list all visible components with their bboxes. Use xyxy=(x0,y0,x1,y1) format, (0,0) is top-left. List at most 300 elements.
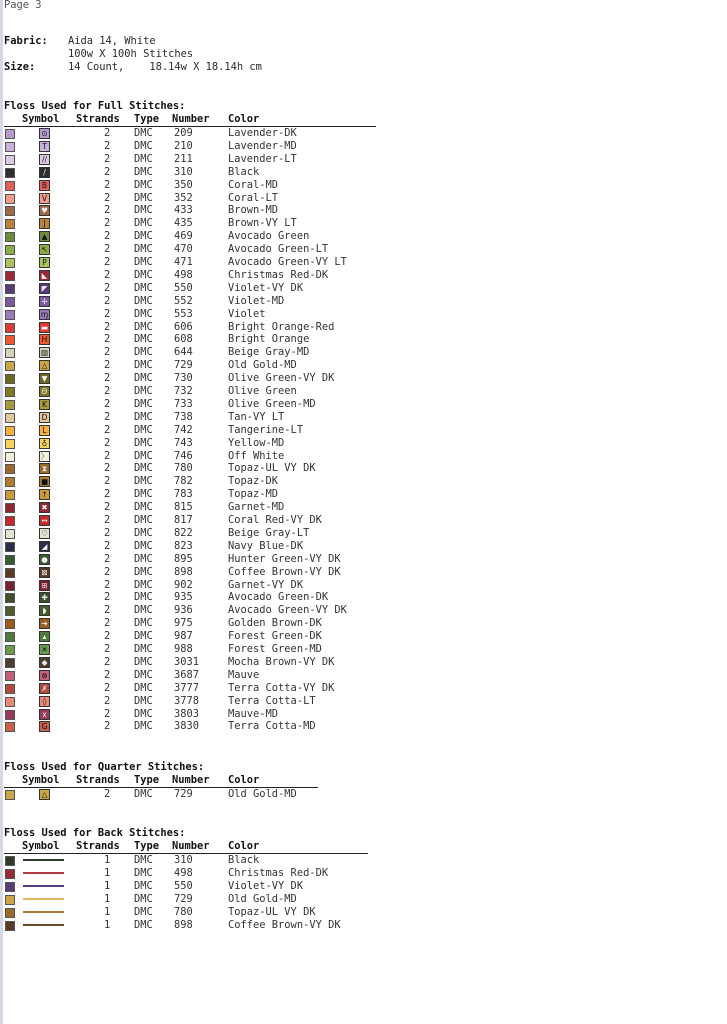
number-cell: 209 xyxy=(174,127,193,139)
type-cell: DMC xyxy=(134,333,153,346)
stitch-symbol-icon: ▼ xyxy=(39,373,50,384)
number-cell: 823 xyxy=(174,539,193,552)
color-name-cell: Topaz-UL VY DK xyxy=(228,905,316,918)
strands-cell: 1 xyxy=(104,905,111,918)
color-swatch xyxy=(5,593,15,603)
color-name-cell: Beige Gray-MD xyxy=(228,346,310,359)
number-cell: 3777 xyxy=(174,681,200,694)
color-swatch xyxy=(5,168,15,178)
header-color: Color xyxy=(228,774,260,786)
color-swatch xyxy=(5,284,15,294)
stitch-symbol-icon: ⅹ xyxy=(39,709,50,720)
stitch-symbol-icon: ♡ xyxy=(39,528,50,539)
number-cell: 211 xyxy=(174,152,193,165)
color-name-cell: Lavender-LT xyxy=(228,152,297,165)
strands-cell: 2 xyxy=(104,655,111,668)
color-name-cell: Lavender-DK xyxy=(228,127,297,139)
type-cell: DMC xyxy=(134,905,153,918)
stitch-symbol-icon: ⧗ xyxy=(39,463,50,474)
number-cell: 729 xyxy=(174,359,193,372)
color-name-cell: Topaz-MD xyxy=(228,488,279,501)
color-name-cell: Avocado Green-VY LT xyxy=(228,256,347,268)
type-cell: DMC xyxy=(134,372,153,385)
color-swatch xyxy=(5,310,15,320)
color-name-cell: Tan-VY LT xyxy=(228,410,285,423)
type-cell: DMC xyxy=(134,294,153,307)
type-cell: DMC xyxy=(134,591,153,604)
color-swatch xyxy=(5,181,15,191)
type-cell: DMC xyxy=(134,617,153,630)
number-cell: 552 xyxy=(174,294,193,307)
number-cell: 433 xyxy=(174,204,193,217)
type-cell: DMC xyxy=(134,178,153,191)
type-cell: DMC xyxy=(134,152,153,165)
color-name-cell: Topaz-UL VY DK xyxy=(228,462,316,475)
type-cell: DMC xyxy=(134,256,153,268)
strands-cell: 2 xyxy=(104,359,111,372)
stitch-symbol-icon: ◣ xyxy=(39,270,50,281)
stitch-symbol-icon: ✕ xyxy=(39,644,50,655)
color-name-cell: Avocado Green-LT xyxy=(228,243,329,256)
color-name-cell: Navy Blue-DK xyxy=(228,539,304,552)
number-cell: 469 xyxy=(174,230,193,243)
color-name-cell: Olive Green-VY DK xyxy=(228,372,335,385)
stitch-symbol-icon: Θ xyxy=(39,386,50,397)
header-strands: Strands xyxy=(76,840,120,852)
strands-cell: 2 xyxy=(104,539,111,552)
strands-cell: 2 xyxy=(104,488,111,501)
color-swatch xyxy=(5,710,15,720)
header-number: Number xyxy=(172,840,210,852)
type-cell: DMC xyxy=(134,423,153,436)
stitch-symbol-icon: ⊙ xyxy=(39,128,50,139)
number-cell: 987 xyxy=(174,630,193,643)
type-cell: DMC xyxy=(134,720,153,733)
strands-cell: 2 xyxy=(104,217,111,230)
strands-cell: 1 xyxy=(104,892,111,905)
color-swatch xyxy=(5,542,15,552)
color-name-cell: Christmas Red-DK xyxy=(228,866,329,879)
color-name-cell: Terra Cotta-LT xyxy=(228,694,316,707)
number-cell: 822 xyxy=(174,526,193,539)
strands-cell: 2 xyxy=(104,204,111,217)
strands-cell: 2 xyxy=(104,681,111,694)
stitch-symbol-icon: 〉 xyxy=(40,451,49,461)
type-cell: DMC xyxy=(134,630,153,643)
type-cell: DMC xyxy=(134,217,153,230)
color-swatch xyxy=(5,882,15,892)
color-name-cell: Brown-VY LT xyxy=(228,217,297,230)
number-cell: 988 xyxy=(174,643,193,655)
number-cell: 738 xyxy=(174,410,193,423)
number-cell: 783 xyxy=(174,488,193,501)
number-cell: 730 xyxy=(174,372,193,385)
number-cell: 742 xyxy=(174,423,193,436)
stitch-symbol-icon: V xyxy=(39,193,50,204)
color-name-cell: Christmas Red-DK xyxy=(228,268,329,281)
color-name-cell: Violet-MD xyxy=(228,294,285,307)
backstitch-line-icon xyxy=(23,898,64,900)
number-cell: 898 xyxy=(174,918,193,931)
color-swatch xyxy=(5,869,15,879)
stitch-symbol-icon: / xyxy=(39,167,50,178)
color-swatch xyxy=(5,516,15,526)
color-name-cell: Hunter Green-VY DK xyxy=(228,552,341,565)
strands-cell: 2 xyxy=(104,423,111,436)
color-swatch xyxy=(5,245,15,255)
strands-cell: 2 xyxy=(104,578,111,591)
strands-cell: 2 xyxy=(104,256,111,268)
color-swatch xyxy=(5,790,15,800)
color-name-cell: Old Gold-MD xyxy=(228,892,297,905)
type-cell: DMC xyxy=(134,204,153,217)
strands-cell: 2 xyxy=(104,462,111,475)
stitch-symbol-icon: ɱ xyxy=(40,309,49,319)
color-swatch xyxy=(5,645,15,655)
number-cell: 550 xyxy=(174,879,193,892)
stitch-symbol-icon: ▴ xyxy=(39,631,50,642)
back-stitches-title: Floss Used for Back Stitches: xyxy=(4,827,186,839)
type-cell: DMC xyxy=(134,514,153,526)
number-cell: 743 xyxy=(174,436,193,449)
backstitch-line-icon xyxy=(23,859,64,861)
type-cell: DMC xyxy=(134,462,153,475)
color-name-cell: Mauve-MD xyxy=(228,707,279,720)
type-cell: DMC xyxy=(134,552,153,565)
color-name-cell: Avocado Green-DK xyxy=(228,591,329,604)
color-name-cell: Bright Orange-Red xyxy=(228,320,335,333)
stitch-symbol-icon: ◊ xyxy=(39,696,50,707)
number-cell: 782 xyxy=(174,475,193,488)
stitch-symbol-icon: ♥ xyxy=(39,205,50,216)
number-cell: 350 xyxy=(174,178,193,191)
color-swatch xyxy=(5,400,15,410)
color-swatch xyxy=(5,658,15,668)
strands-cell: 2 xyxy=(104,152,111,165)
quarter-stitches-title: Floss Used for Quarter Stitches: xyxy=(4,761,205,773)
fabric-value-line2: 100w X 100h Stitches xyxy=(68,48,194,60)
color-swatch xyxy=(5,908,15,918)
type-cell: DMC xyxy=(134,668,153,681)
color-swatch xyxy=(5,142,15,152)
type-cell: DMC xyxy=(134,655,153,668)
color-name-cell: Violet xyxy=(228,307,266,320)
strands-cell: 1 xyxy=(104,918,111,931)
number-cell: 895 xyxy=(174,552,193,565)
color-name-cell: Old Gold-MD xyxy=(228,359,297,372)
type-cell: DMC xyxy=(134,681,153,694)
color-name-cell: Avocado Green-VY DK xyxy=(228,604,347,617)
strands-cell: 2 xyxy=(104,694,111,707)
type-cell: DMC xyxy=(134,707,153,720)
strands-cell: 2 xyxy=(104,281,111,294)
color-name-cell: Brown-MD xyxy=(228,204,279,217)
size-label: Size: xyxy=(4,61,36,73)
color-name-cell: Mocha Brown-VY DK xyxy=(228,655,335,668)
number-cell: 3031 xyxy=(174,655,200,668)
color-name-cell: Violet-VY DK xyxy=(228,879,304,892)
header-strands: Strands xyxy=(76,113,120,125)
strands-cell: 2 xyxy=(104,526,111,539)
strands-cell: 2 xyxy=(104,346,111,359)
color-swatch xyxy=(5,477,15,487)
color-swatch xyxy=(5,361,15,371)
number-cell: 780 xyxy=(174,905,193,918)
type-cell: DMC xyxy=(134,643,153,655)
strands-cell: 2 xyxy=(104,294,111,307)
type-cell: DMC xyxy=(134,410,153,423)
type-cell: DMC xyxy=(134,397,153,410)
type-cell: DMC xyxy=(134,307,153,320)
strands-cell: 2 xyxy=(104,604,111,617)
strands-cell: 1 xyxy=(104,879,111,892)
fabric-value-line1: Aida 14, White xyxy=(68,35,156,47)
type-cell: DMC xyxy=(134,139,153,152)
header-type: Type xyxy=(134,840,160,852)
stitch-symbol-icon: ↑ xyxy=(39,489,50,500)
color-swatch xyxy=(5,619,15,629)
number-cell: 732 xyxy=(174,385,193,397)
color-swatch xyxy=(5,606,15,616)
number-cell: 606 xyxy=(174,320,193,333)
number-cell: 935 xyxy=(174,591,193,604)
full-stitches-title: Floss Used for Full Stitches: xyxy=(4,100,186,112)
strands-cell: 1 xyxy=(104,866,111,879)
strands-cell: 2 xyxy=(104,591,111,604)
number-cell: 898 xyxy=(174,565,193,578)
type-cell: DMC xyxy=(134,230,153,243)
type-cell: DMC xyxy=(134,501,153,514)
strands-cell: 2 xyxy=(104,514,111,526)
stitch-symbol-icon: ▲ xyxy=(39,231,50,242)
backstitch-line-icon xyxy=(23,911,64,913)
color-name-cell: Olive Green-MD xyxy=(228,397,316,410)
stitch-symbol-icon: G xyxy=(39,721,50,732)
type-cell: DMC xyxy=(134,449,153,462)
strands-cell: 2 xyxy=(104,565,111,578)
color-swatch xyxy=(5,271,15,281)
type-cell: DMC xyxy=(134,436,153,449)
stitch-symbol-icon: ◗ xyxy=(39,605,50,616)
number-cell: 498 xyxy=(174,866,193,879)
type-cell: DMC xyxy=(134,788,153,800)
color-name-cell: Forest Green-MD xyxy=(228,643,322,655)
number-cell: 3803 xyxy=(174,707,200,720)
type-cell: DMC xyxy=(134,526,153,539)
stitch-symbol-icon: ■ xyxy=(40,477,49,487)
header-strands: Strands xyxy=(76,774,120,786)
color-name-cell: Bright Orange xyxy=(228,333,310,346)
type-cell: DMC xyxy=(134,475,153,488)
strands-cell: 2 xyxy=(104,307,111,320)
color-name-cell: Coffee Brown-VY DK xyxy=(228,565,341,578)
strands-cell: 2 xyxy=(104,268,111,281)
stitch-symbol-icon: ◆ xyxy=(39,657,50,668)
color-swatch xyxy=(5,697,15,707)
color-swatch xyxy=(5,129,15,139)
type-cell: DMC xyxy=(134,268,153,281)
type-cell: DMC xyxy=(134,565,153,578)
strands-cell: 2 xyxy=(104,230,111,243)
stitch-symbol-icon: ➔ xyxy=(39,618,50,629)
stitch-symbol-icon: ♁ xyxy=(39,438,50,449)
stitch-symbol-icon: D xyxy=(39,412,50,423)
color-swatch xyxy=(5,374,15,384)
stitch-symbol-icon: ✗ xyxy=(39,683,50,694)
color-name-cell: Coral Red-VY DK xyxy=(228,514,322,526)
type-cell: DMC xyxy=(134,488,153,501)
number-cell: 310 xyxy=(174,165,193,178)
number-cell: 733 xyxy=(174,397,193,410)
strands-cell: 2 xyxy=(104,127,111,139)
fabric-label: Fabric: xyxy=(4,35,48,47)
number-cell: 817 xyxy=(174,514,193,526)
strands-cell: 2 xyxy=(104,501,111,514)
stitch-symbol-icon: ✢ xyxy=(39,296,50,307)
stitch-symbol-icon: ▨ xyxy=(40,348,49,358)
type-cell: DMC xyxy=(134,866,153,879)
color-swatch xyxy=(5,155,15,165)
strands-cell: 2 xyxy=(104,320,111,333)
strands-cell: 2 xyxy=(104,475,111,488)
type-cell: DMC xyxy=(134,539,153,552)
number-cell: 729 xyxy=(174,788,193,800)
color-name-cell: Coral-LT xyxy=(228,191,279,204)
stitch-symbol-icon: P xyxy=(39,257,50,268)
color-name-cell: Black xyxy=(228,854,260,866)
number-cell: 3830 xyxy=(174,720,200,733)
stitch-symbol-icon: ◢ xyxy=(39,541,50,552)
type-cell: DMC xyxy=(134,281,153,294)
header-type: Type xyxy=(134,113,160,125)
header-type: Type xyxy=(134,774,160,786)
number-cell: 815 xyxy=(174,501,193,514)
color-swatch xyxy=(5,684,15,694)
type-cell: DMC xyxy=(134,346,153,359)
color-name-cell: Olive Green xyxy=(228,385,297,397)
backstitch-line-icon xyxy=(23,872,64,874)
color-swatch xyxy=(5,503,15,513)
strands-cell: 2 xyxy=(104,397,111,410)
strands-cell: 2 xyxy=(104,385,111,397)
color-swatch xyxy=(5,219,15,229)
header-symbol: Symbol xyxy=(22,774,60,786)
color-name-cell: Avocado Green xyxy=(228,230,310,243)
strands-cell: 2 xyxy=(104,788,111,800)
stitch-symbol-icon: ◤ xyxy=(39,283,50,294)
stitch-symbol-icon: ⊠ xyxy=(39,567,50,578)
color-name-cell: Terra Cotta-MD xyxy=(228,720,316,733)
strands-cell: 2 xyxy=(104,139,111,152)
strands-cell: 1 xyxy=(104,854,111,866)
number-cell: 746 xyxy=(174,449,193,462)
color-swatch xyxy=(5,529,15,539)
color-swatch xyxy=(5,581,15,591)
color-swatch xyxy=(5,895,15,905)
strands-cell: 2 xyxy=(104,165,111,178)
type-cell: DMC xyxy=(134,191,153,204)
type-cell: DMC xyxy=(134,165,153,178)
color-name-cell: Garnet-VY DK xyxy=(228,578,304,591)
stitch-symbol-icon: △ xyxy=(39,360,50,371)
color-swatch xyxy=(5,671,15,681)
backstitch-line-icon xyxy=(23,924,64,926)
strands-cell: 2 xyxy=(104,410,111,423)
stitch-symbol-icon: ⊞ xyxy=(39,580,50,591)
color-name-cell: Violet-VY DK xyxy=(228,281,304,294)
type-cell: DMC xyxy=(134,879,153,892)
color-swatch xyxy=(5,206,15,216)
color-swatch xyxy=(5,297,15,307)
stitch-symbol-icon: B xyxy=(39,180,50,191)
stitch-symbol-icon: ▬ xyxy=(40,322,49,332)
color-name-cell: Lavender-MD xyxy=(228,139,297,152)
color-swatch xyxy=(5,232,15,242)
color-name-cell: Beige Gray-LT xyxy=(228,526,310,539)
strands-cell: 2 xyxy=(104,243,111,256)
color-name-cell: Old Gold-MD xyxy=(228,788,297,800)
stitch-symbol-icon: ⊗ xyxy=(39,670,50,681)
type-cell: DMC xyxy=(134,320,153,333)
number-cell: 310 xyxy=(174,854,193,866)
strands-cell: 2 xyxy=(104,668,111,681)
page-label: Page 3 xyxy=(4,0,42,11)
size-value: 14 Count, 18.14w X 18.14h cm xyxy=(68,61,262,73)
type-cell: DMC xyxy=(134,854,153,866)
number-cell: 936 xyxy=(174,604,193,617)
number-cell: 435 xyxy=(174,217,193,230)
stitch-symbol-icon: H xyxy=(39,334,50,345)
number-cell: 608 xyxy=(174,333,193,346)
number-cell: 470 xyxy=(174,243,193,256)
number-cell: 902 xyxy=(174,578,193,591)
type-cell: DMC xyxy=(134,918,153,931)
number-cell: 3687 xyxy=(174,668,200,681)
strands-cell: 2 xyxy=(104,630,111,643)
header-number: Number xyxy=(172,774,210,786)
color-name-cell: Terra Cotta-VY DK xyxy=(228,681,335,694)
number-cell: 553 xyxy=(174,307,193,320)
type-cell: DMC xyxy=(134,359,153,372)
color-name-cell: Mauve xyxy=(228,668,260,681)
number-cell: 210 xyxy=(174,139,193,152)
number-cell: 352 xyxy=(174,191,193,204)
color-name-cell: Golden Brown-DK xyxy=(228,617,322,630)
color-name-cell: Yellow-MD xyxy=(228,436,285,449)
type-cell: DMC xyxy=(134,604,153,617)
header-color: Color xyxy=(228,840,260,852)
strands-cell: 2 xyxy=(104,643,111,655)
stitch-symbol-icon: K xyxy=(39,399,50,410)
type-cell: DMC xyxy=(134,578,153,591)
color-name-cell: Off White xyxy=(228,449,285,462)
color-swatch xyxy=(5,387,15,397)
color-swatch xyxy=(5,452,15,462)
color-swatch xyxy=(5,439,15,449)
color-swatch xyxy=(5,258,15,268)
strands-cell: 2 xyxy=(104,617,111,630)
color-swatch xyxy=(5,632,15,642)
number-cell: 644 xyxy=(174,346,193,359)
strands-cell: 2 xyxy=(104,178,111,191)
header-color: Color xyxy=(228,113,260,125)
strands-cell: 2 xyxy=(104,436,111,449)
color-swatch xyxy=(5,194,15,204)
strands-cell: 2 xyxy=(104,552,111,565)
stitch-symbol-icon: T xyxy=(39,141,50,152)
color-swatch xyxy=(5,335,15,345)
stitch-symbol-icon: ↖ xyxy=(39,244,50,255)
